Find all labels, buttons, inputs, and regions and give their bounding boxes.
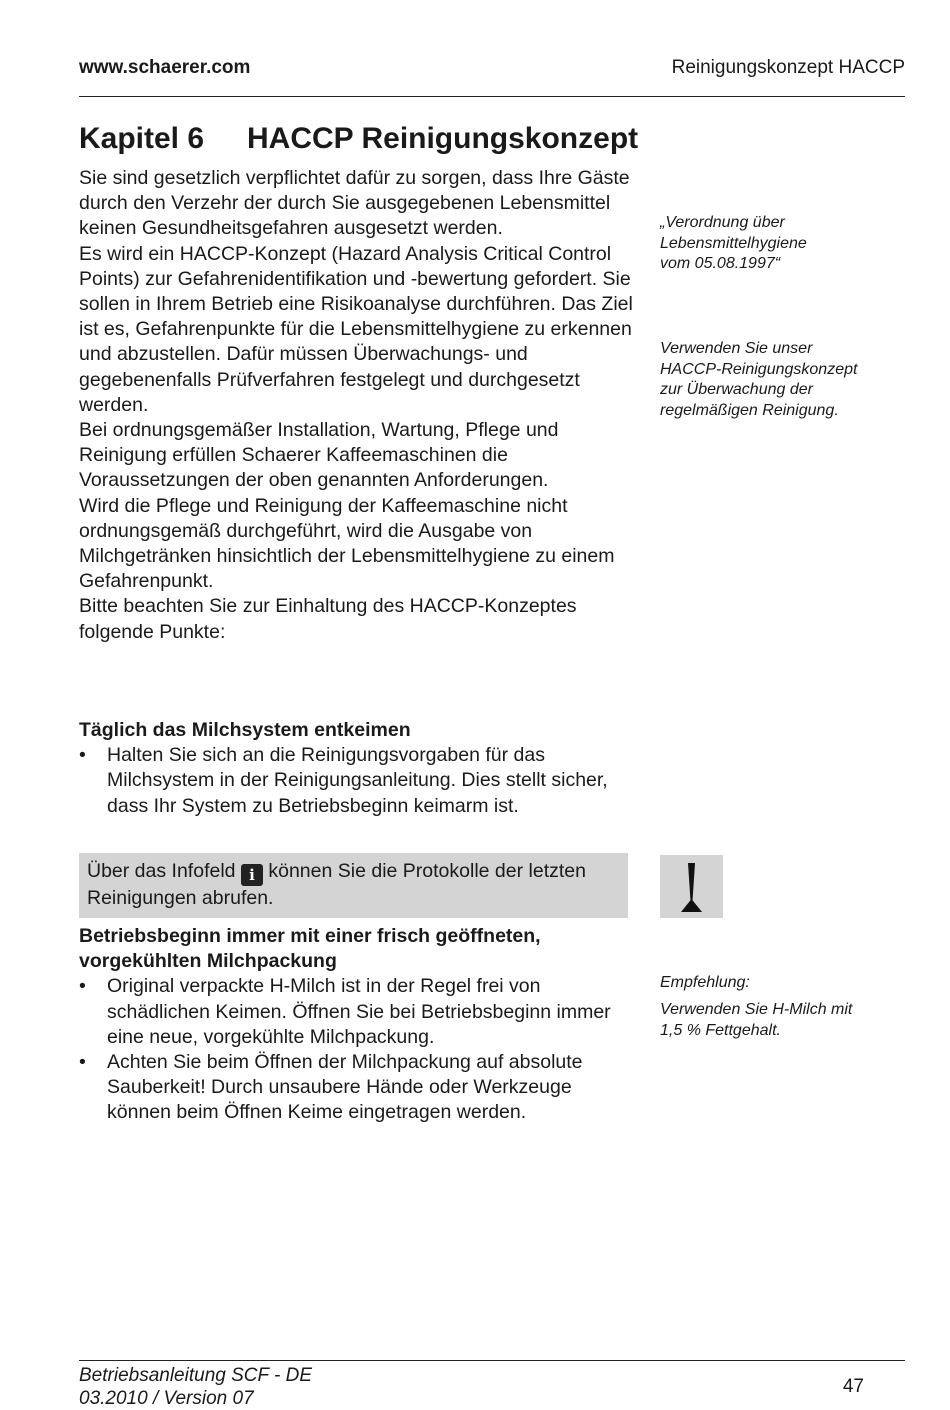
footer-doc-version: 03.2010 / Version 07	[79, 1388, 254, 1409]
intro-text	[79, 166, 639, 645]
chapter-title: HACCP Reinigungskonzept	[247, 122, 639, 155]
list-item	[79, 1050, 639, 1126]
sidebar-note-concept	[660, 339, 905, 421]
section-heading: Täglich das Milchsystem entkeimen	[79, 719, 411, 741]
sidebar-recommendation-label: Empfehlung:	[660, 974, 750, 991]
bullet-list	[79, 743, 639, 819]
info-note-text-before: Über das Infofeld	[87, 860, 236, 882]
footer-doc-title: Betriebsanleitung SCF - DE	[79, 1365, 313, 1386]
sidebar-note-line: HACCP-Reinigungskonzept	[660, 360, 858, 378]
chapter-number: Kapitel 6	[79, 122, 205, 155]
sidebar-recommendation	[660, 1000, 905, 1041]
header-divider	[79, 96, 905, 97]
bullet-icon: •	[79, 975, 86, 998]
list-item-text: Original verpackte H-Milch ist in der Regel frei von schädlichen Keimen. Öffnen Sie bei Betriebsbeginn immer eine neue, vorgekühlte Milchpackung.	[107, 975, 611, 1048]
footer-divider	[79, 1360, 905, 1361]
sidebar-note-line: Verwenden Sie unser	[660, 340, 813, 357]
bullet-icon: •	[79, 1051, 86, 1074]
list-item-text: Achten Sie beim Öffnen der Milchpackung auf absolute Sauberkeit! Durch unsaubere Hände oder Werkzeuge können beim Öffnen Keime eingetragen werden.	[107, 1051, 583, 1124]
sidebar-note-line: „Verordnung über	[660, 214, 785, 231]
chapter-heading	[79, 122, 638, 156]
exclamation-icon	[660, 855, 723, 918]
bullet-icon: •	[79, 744, 86, 767]
header-title: Reinigungskonzept HACCP	[671, 57, 905, 78]
warning-box	[660, 855, 723, 918]
sidebar-note-regulation	[660, 213, 905, 275]
list-item	[79, 743, 639, 819]
intro-paragraph: Es wird ein HACCP-Konzept (Hazard Analysis Critical Control Points) zur Gefahrenidentifikation und -bewertung gefordert. Sie sollen in Ihrem Betrieb eine Risikoanalyse durchführen. Das Ziel ist es, Gefahrenpunkte für die Lebensmittelhygiene zu erkennen und abzustellen. Dafür müssen Überwachungs- und gegebenenfalls Prüfverfahren festgelegt und durchgesetzt werden.	[79, 242, 633, 416]
intro-paragraph: Wird die Pflege und Reinigung der Kaffeemaschine nicht ordnungsgemäß durchgeführt, wird die Ausgabe von Milchgetränken hinsichtlich der Lebensmittelhygiene zu einem Gefahrenpunkt.	[79, 494, 615, 593]
list-item-text: Halten Sie sich an die Reinigungsvorgaben für das Milchsystem in der Reinigungsanleitung. Dies stellt sicher, dass Ihr System zu Betriebsbeginn keimarm ist.	[107, 744, 608, 817]
sidebar-note-line: 1,5 % Fettgehalt.	[660, 1021, 781, 1039]
info-icon: i	[241, 864, 263, 886]
info-note-box	[79, 853, 628, 918]
bullet-list	[79, 974, 639, 1125]
list-item	[79, 974, 639, 1050]
sidebar-note-line: Verwenden Sie H-Milch mit	[660, 1001, 853, 1018]
footer-doc-info	[79, 1364, 312, 1410]
page-number: 47	[842, 1376, 864, 1397]
info-note-text-after: können Sie die Protokolle der letzten Reinigungen abrufen.	[87, 860, 586, 909]
sidebar-note-line: zur Überwachung der	[660, 381, 813, 398]
section-fresh-milk	[79, 924, 639, 1126]
section-milk-disinfect	[79, 718, 639, 819]
intro-paragraph: Sie sind gesetzlich verpflichtet dafür zu sorgen, dass Ihre Gäste durch den Verzehr der durch Sie ausgegebenen Lebensmittel keinen Gesundheitsgefahren ausgesetzt werden.	[79, 167, 630, 240]
header-url: www.schaerer.com	[79, 57, 251, 78]
sidebar-note-line: Lebensmittelhygiene	[660, 234, 807, 252]
section-heading-line: Betriebsbeginn immer mit einer frisch geöffneten,	[79, 925, 541, 947]
intro-paragraph: Bei ordnungsgemäßer Installation, Wartung, Pflege und Reinigung erfüllen Schaerer Kaffeemaschinen die Voraussetzungen der oben genannten Anforderungen.	[79, 419, 559, 492]
intro-paragraph: Bitte beachten Sie zur Einhaltung des HACCP-Konzeptes folgende Punkte:	[79, 595, 577, 643]
section-heading	[79, 924, 639, 974]
sidebar-note-line: regelmäßigen Reinigung.	[660, 401, 839, 419]
sidebar-note-line: vom 05.08.1997“	[660, 255, 781, 272]
section-heading-line: vorgekühlten Milchpackung	[79, 950, 337, 973]
